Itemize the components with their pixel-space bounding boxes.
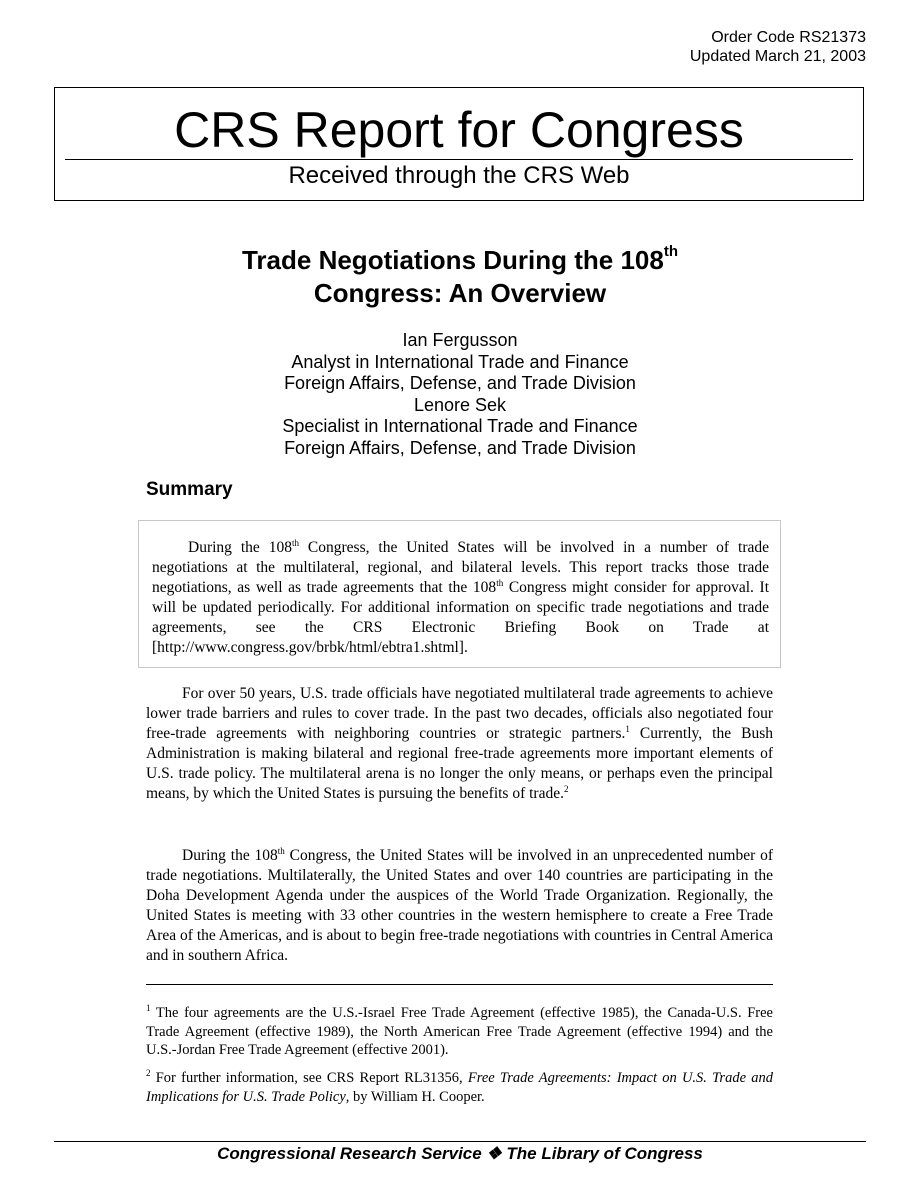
footnote-text: , by William H. Cooper. (345, 1088, 485, 1105)
footer-divider (54, 1141, 866, 1142)
footnote-text: The four agreements are the U.S.-Israel Free Trade Agreement (effective 1985), the Canada-U.S. Free Trade Agreement (effective 1989), the North American Free Trade Agreement (effective 1994) and the U.S.-Jordan Free Trade Agreement (effective 2001). (146, 1005, 773, 1058)
summary-heading: Summary (146, 479, 233, 500)
summary-superscript: th (291, 538, 299, 548)
report-title-part2: Congress: An Overview (313, 278, 607, 308)
summary-box (138, 520, 781, 668)
order-info (690, 28, 866, 66)
footnote-ref-1[interactable]: 1 (625, 724, 630, 734)
summary-text-b: Congress, the United States will be involved in a number of trade negotiations at the multilateral, regional, and bilateral levels. This report tracks those trade negotiations, as well as trade agreements that the 108 (152, 539, 769, 596)
author-name: Lenore Sek (413, 394, 507, 415)
summary-text (152, 538, 769, 658)
report-title-superscript: th (663, 243, 679, 260)
report-title-part1: Trade Negotiations During the 108 (241, 245, 664, 275)
report-title (0, 244, 920, 310)
masthead-title: CRS Report for Congress (174, 102, 744, 158)
footnote-1 (146, 1004, 773, 1060)
paragraph-text: Currently, the Bush Administration is making bilateral and regional free-trade agreements more important elements of U.S. trade policy. The multilateral arena is no longer the only means, or perhaps even the principal means, by which the United States is pursuing the benefits of trade. (146, 725, 773, 802)
footnote-text: For further information, see CRS Report RL31356, (150, 1070, 468, 1086)
paragraph-text: Congress, the United States will be involved in an unprecedented number of trade negotiations. Multilaterally, the United States and over 140 countries are participating in the Doha Development Agenda under the auspices of the World Trade Organization. Regionally, the United States is meeting with 33 other countries in the western hemisphere to create a Free Trade Area of the Americas, and is about to begin free-trade negotiations with countries in Central America and in southern Africa. (146, 847, 773, 964)
masthead (54, 87, 864, 201)
paragraph-text: During the 108 (182, 847, 278, 864)
masthead-subtitle: Received through the CRS Web (288, 162, 630, 189)
author-division: Foreign Affairs, Defense, and Trade Division (284, 373, 636, 393)
paragraph-text: For over 50 years, U.S. trade officials have negotiated multilateral trade agreements to achieve lower trade barriers and rules to cover trade. In the past two decades, officials also negotiated four free-trade agreements with neighboring countries or strategic partners. (146, 685, 773, 742)
footnote-number: 2 (146, 1068, 151, 1078)
summary-text-c: Congress might consider for approval. It will be updated periodically. For additional information on specific trade negotiations and trade agreements, see the CRS Electronic Briefing Book on Trade at [http://www.congress.gov/brbk/html/ebtra1.shtml]. (152, 579, 770, 656)
footnote-report-title: Free Trade Agreements: Impact on U.S. Trade and Implications for U.S. Trade Policy (146, 1070, 773, 1105)
masthead-divider (65, 159, 853, 160)
body-paragraph-2 (146, 846, 773, 966)
summary-text-a: During the 108 (188, 539, 292, 556)
footnote-2 (146, 1069, 773, 1106)
updated-date: Updated March 21, 2003 (689, 48, 866, 65)
order-code: Order Code RS21373 (711, 29, 866, 46)
footnote-ref-2[interactable]: 2 (563, 784, 569, 794)
author-name: Ian Fergusson (402, 330, 518, 350)
body-paragraph-1 (146, 684, 773, 804)
footnote-divider (146, 984, 773, 985)
footer-text: Congressional Research Service ❖ The Library of Congress (217, 1144, 703, 1163)
footnote-number: 1 (146, 1003, 151, 1013)
summary-superscript: th (496, 578, 504, 588)
author-block (0, 330, 920, 459)
paragraph-superscript: th (277, 846, 285, 856)
author-title: Specialist in International Trade and Finance (282, 416, 638, 436)
author-title: Analyst in International Trade and Finance (291, 351, 629, 372)
author-division: Foreign Affairs, Defense, and Trade Division (284, 437, 636, 458)
